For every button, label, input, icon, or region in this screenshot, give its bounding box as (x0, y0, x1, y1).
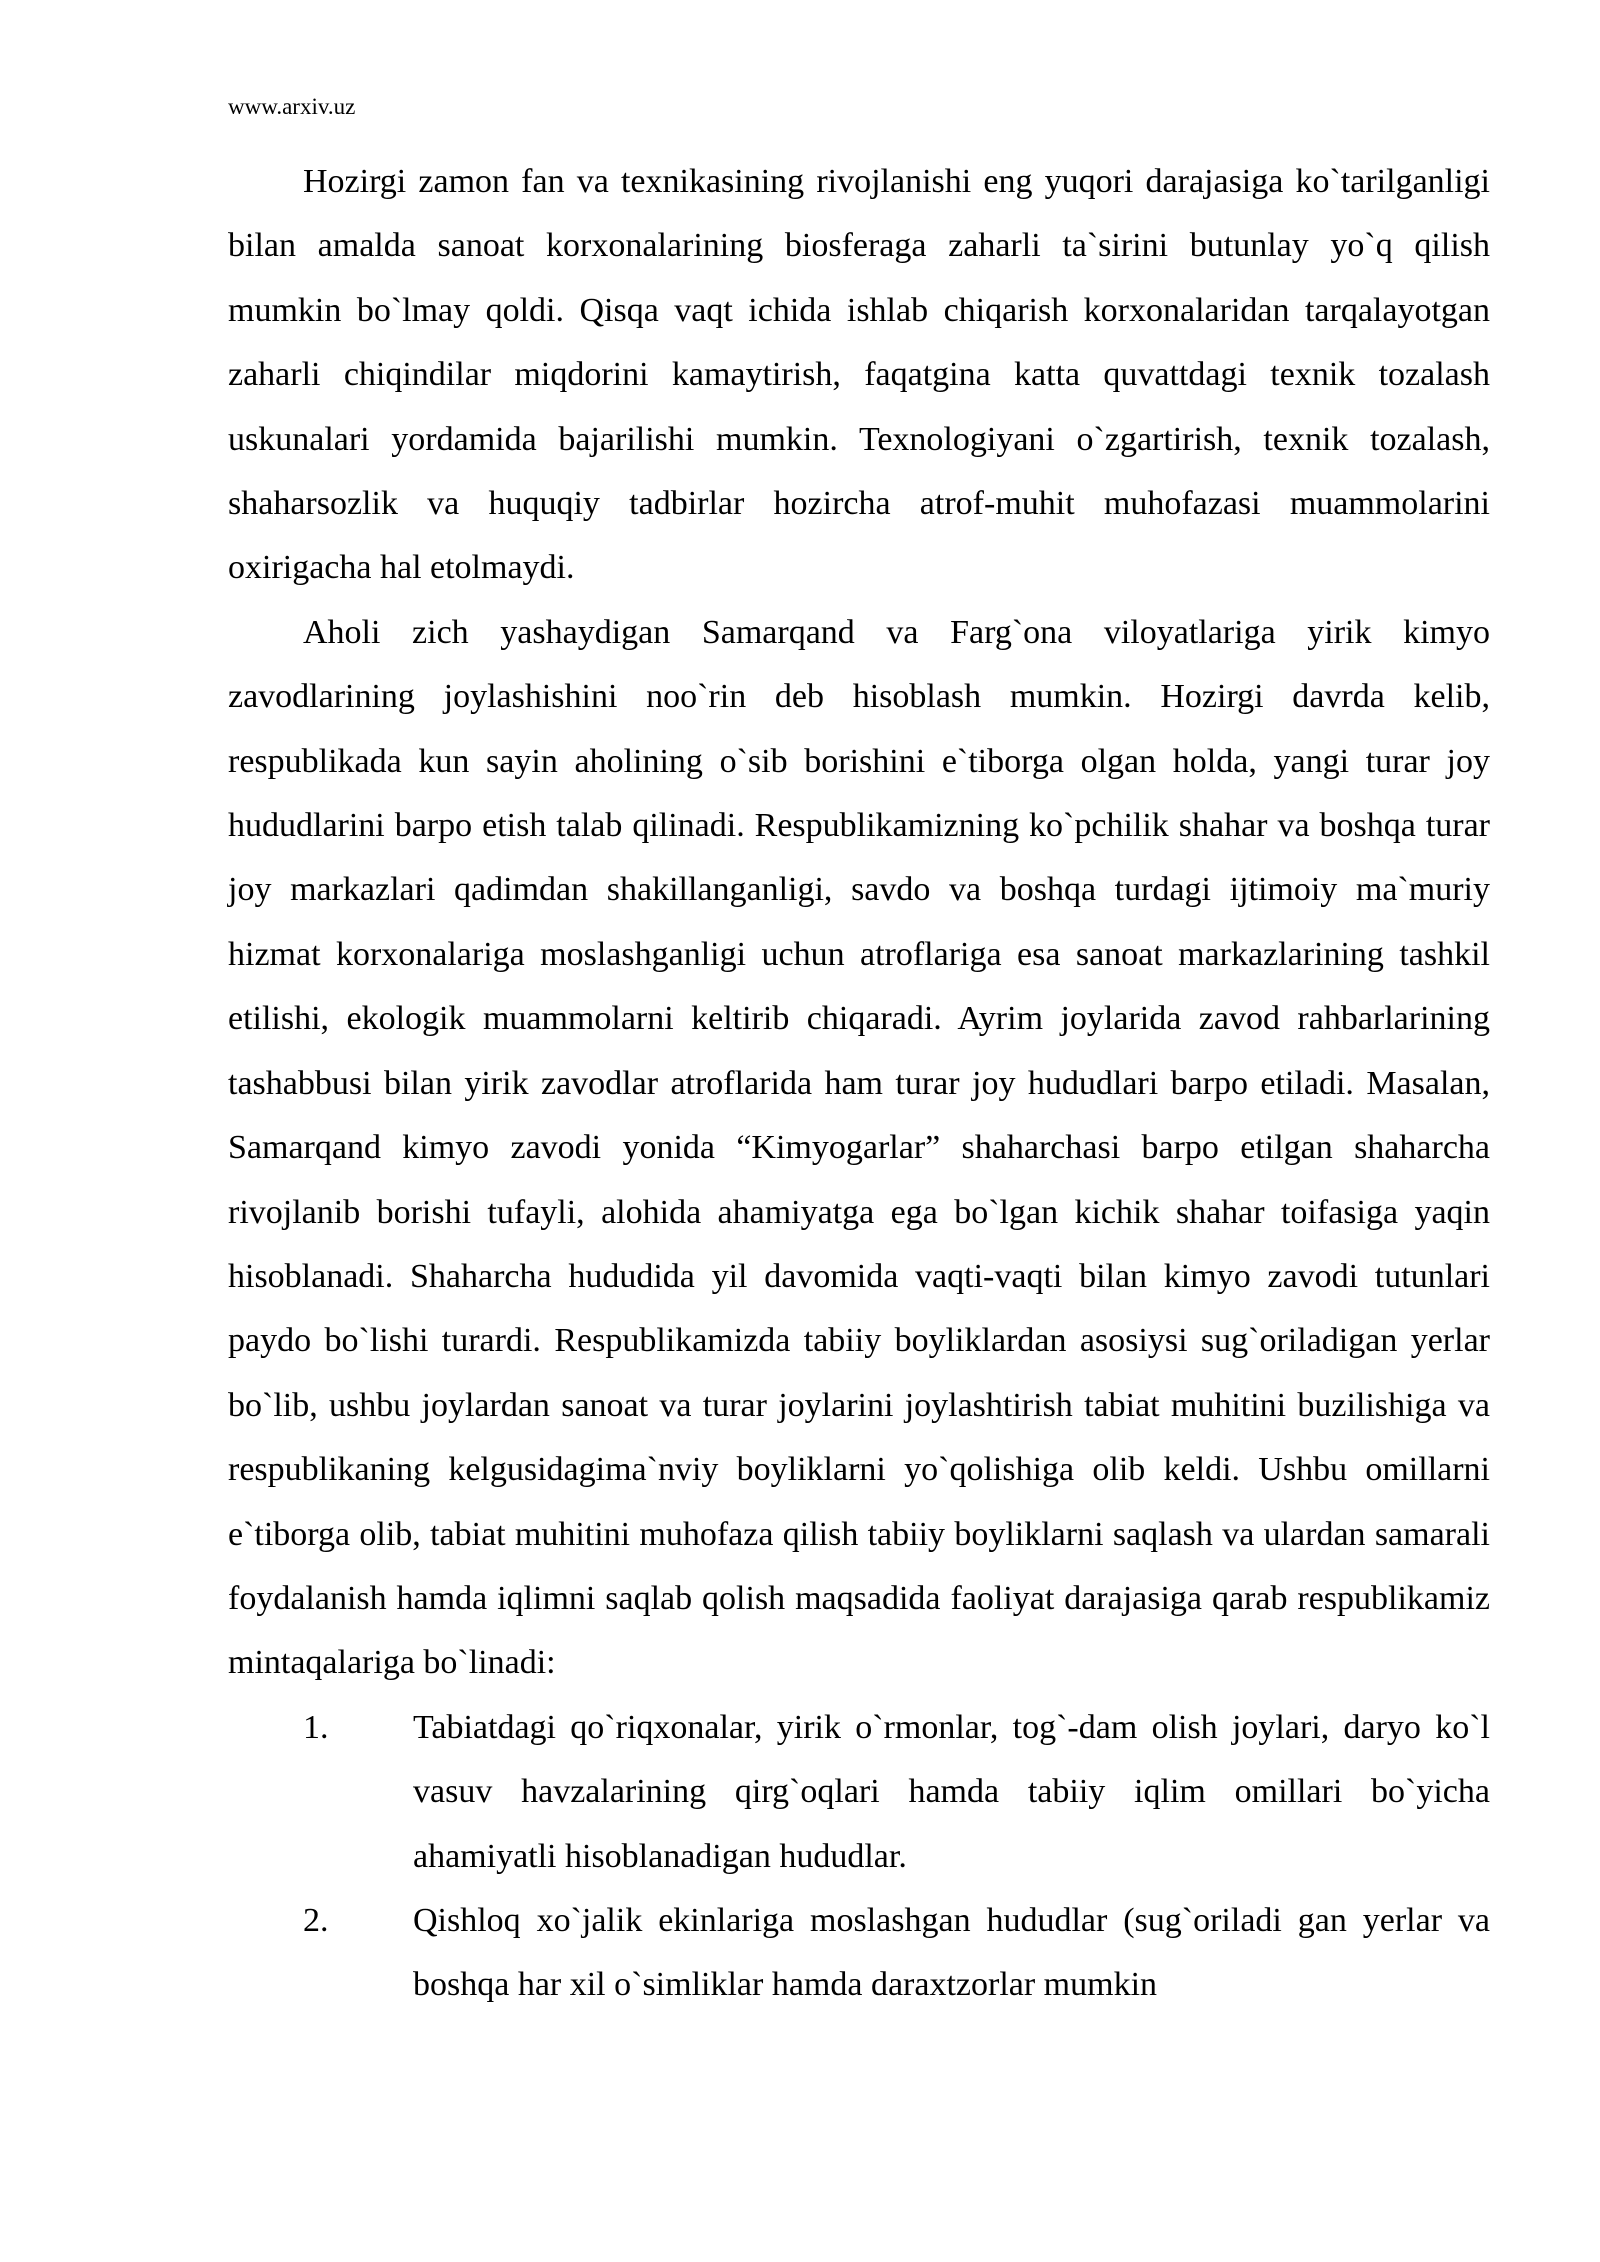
paragraph-1: Hozirgi zamon fan va texnikasining rivojlanishi eng yuqori darajasiga ko`tarilganligi bilan amalda sanoat korxonalarining biosferaga zaharli ta`sirini butunlay yo`q qilish mumkin bo`lmay qoldi. Qisqa vaqt ichida ishlab chiqarish korxonalaridan tarqalayotgan zaharli chiqindilar miqdorini kamaytirish, faqatgina katta quvattdagi texnik tozalash uskunalari yordamida bajarilishi mumkin. Texnologiyani o`zgartirish, texnik tozalash, shaharsozlik va huquqiy tadbirlar hozircha atrof-muhit muhofazasi muammolarini oxirigacha hal etolmaydi. (228, 163, 1490, 587)
list-item-text: Tabiatdagi qo`riqxonalar, yirik o`rmonlar, tog`-dam olish joylari, daryo ko`l vasuv havzalarining qirg`oqlari hamda tabiiy iqlim omillari bo`yicha ahamiyatli hisoblanadigan hududlar. (413, 1708, 1490, 1875)
list-item (228, 1696, 1490, 1889)
list-item-text: Qishloq xo`jalik ekinlariga moslashgan hududlar (sug`oriladi gan yerlar va boshqa har xil o`simliklar hamda daraxtzorlar mumkin (413, 1901, 1490, 2004)
list-item-number: 1. (303, 1708, 329, 1746)
numbered-list (228, 1696, 1490, 2018)
page-header-site: www.arxiv.uz (228, 94, 356, 119)
document-body (228, 150, 1490, 2018)
list-item-number: 2. (303, 1901, 329, 1939)
list-item (228, 1889, 1490, 2018)
paragraph-2: Aholi zich yashaydigan Samarqand va Farg`ona viloyatlariga yirik kimyo zavodlarining joylashishini noo`rin deb hisoblash mumkin. Hozirgi davrda kelib, respublikada kun sayin aholining o`sib borishini e`tiborga olgan holda, yangi turar joy hududlarini barpo etish talab qilinadi. Respublikamizning ko`pchilik shahar va boshqa turar joy markazlari qadimdan shakillanganligi, savdo va boshqa turdagi ijtimoiy ma`muriy hizmat korxonalariga moslashganligi uchun atroflariga esa sanoat markazlarining tashkil etilishi, ekologik muammolarni keltirib chiqaradi. Ayrim joylarida zavod rahbarlarining tashabbusi bilan yirik zavodlar atroflarida ham turar joy hududlari barpo etiladi. Masalan, Samarqand kimyo zavodi yonida “Kimyogarlar” shaharchasi barpo etilgan shaharcha rivojlanib borishi tufayli, alohida ahamiyatga ega bo`lgan kichik shahar toifasiga yaqin hisoblanadi. Shaharcha hududida yil davomida vaqti-vaqti bilan kimyo zavodi tutunlari paydo bo`lishi turardi. Respublikamizda tabiiy boyliklardan asosiysi sug`oriladigan yerlar bo`lib, ushbu joylardan sanoat va turar joylarini joylashtirish tabiat muhitini buzilishiga va respublikaning kelgusidagima`nviy boyliklarni yo`qolishiga olib keldi. Ushbu omillarni e`tiborga olib, tabiat muhitini muhofaza qilish tabiiy boyliklarni saqlash va ulardan samarali foydalanish hamda iqlimni saqlab qolish maqsadida faoliyat darajasiga qarab respublikamiz mintaqalariga bo`linadi: (228, 613, 1490, 1682)
